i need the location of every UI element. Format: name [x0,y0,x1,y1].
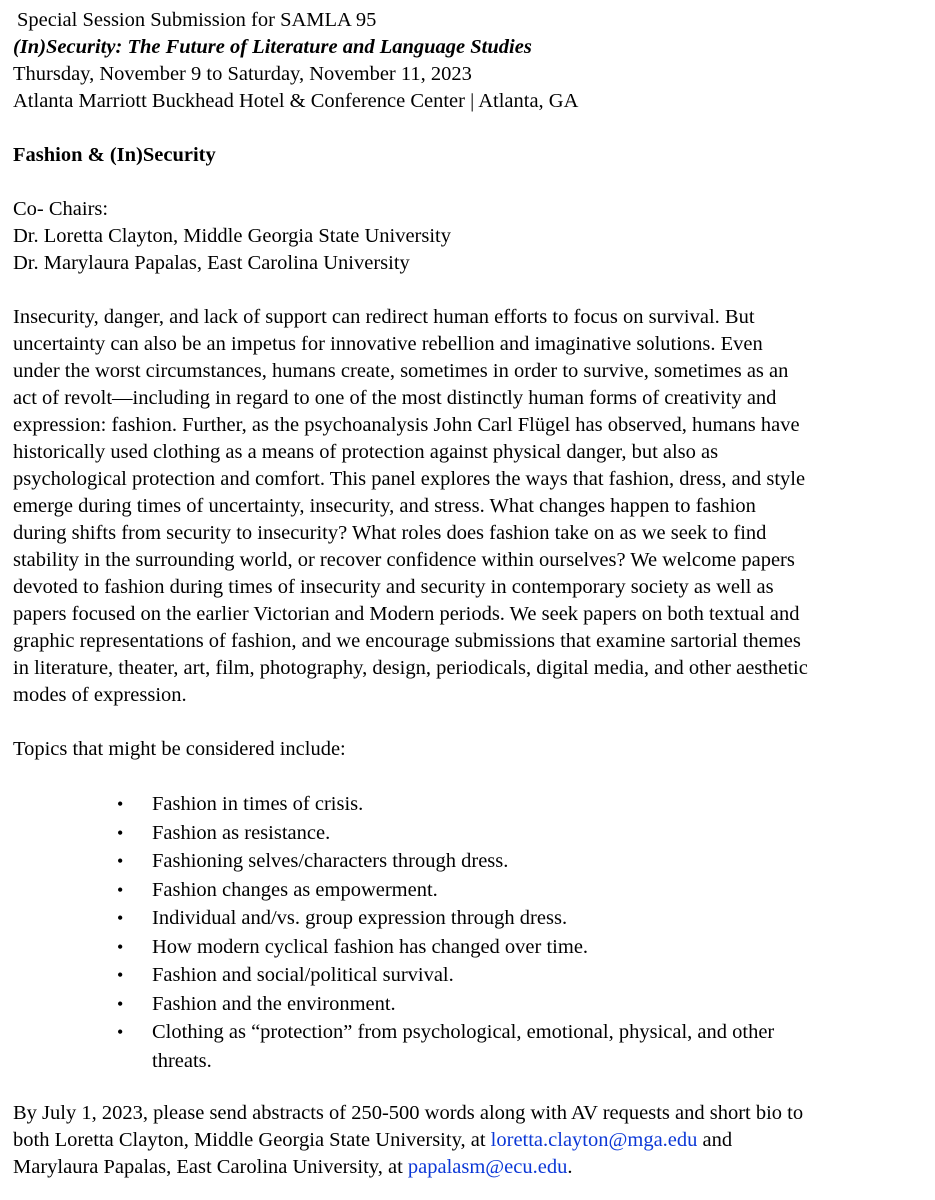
bullet-icon: • [117,908,124,928]
chair-1: Dr. Loretta Clayton, Middle Georgia State University [13,225,452,247]
email-link-papalas[interactable]: papalasm@ecu.edu [407,1156,568,1178]
description-line: act of revolt—including in regard to one of the most distinctly human forms of creativity and [13,387,777,409]
description-line: devoted to fashion during times of insecurity and security in contemporary society as well as [13,576,774,598]
submission-line: Special Session Submission for SAMLA 95 [17,9,377,31]
topic-text: How modern cyclical fashion has changed over time. [152,935,589,958]
list-item [117,790,923,819]
description-line: emerge during times of uncertainty, insecurity, and stress. What changes happen to fashion [13,495,756,517]
list-item [117,961,923,990]
description-line: papers focused on the earlier Victorian and Modern periods. We seek papers on both textual and [13,603,800,625]
topic-text: Fashioning selves/characters through dress. [152,850,509,872]
list-item [117,1018,923,1075]
document-page [13,7,923,1181]
document-header [13,7,923,115]
closing-line-2 [13,1127,923,1154]
topic-text-continuation: threats. [152,1049,212,1072]
list-item [117,876,923,905]
description-line: modes of expression. [13,684,187,706]
description-line: expression: fashion. Further, as the psychoanalysis John Carl Flügel has observed, humans have [13,414,800,436]
closing-text: both Loretta Clayton, Middle Georgia State University, at [13,1129,491,1151]
email-link-clayton[interactable]: loretta.clayton@mga.edu [490,1129,698,1151]
topics-list [117,790,923,1075]
bullet-icon: • [117,794,124,814]
list-item [117,904,923,933]
topic-text: Fashion changes as empowerment. [152,878,438,901]
topic-text: Individual and/vs. group expression through dress. [152,907,568,929]
chair-2: Dr. Marylaura Papalas, East Carolina University [13,252,410,274]
bullet-icon: • [117,936,124,957]
closing-text: Marylaura Papalas, East Carolina University, at [13,1156,408,1178]
bullet-icon: • [117,851,124,871]
topic-text: Fashion in times of crisis. [152,793,364,815]
description-line: psychological protection and comfort. This panel explores the ways that fashion, dress, and style [13,468,806,490]
topic-text: Clothing as “protection” from psychological, emotional, physical, and other [152,1021,775,1043]
session-description [13,304,923,709]
session-title: Fashion & (In)Security [13,144,216,166]
bullet-icon: • [117,1022,124,1042]
topics-intro: Topics that might be considered include: [13,738,346,760]
conference-dates: Thursday, November 9 to Saturday, November 11, 2023 [13,63,472,85]
closing-line-3 [13,1154,923,1181]
description-line: historically used clothing as a means of protection against physical danger, but also as [13,441,719,463]
closing-text: and [697,1129,733,1151]
conference-venue: Atlanta Marriott Buckhead Hotel & Conference Center | Atlanta, GA [13,90,579,112]
description-line: Insecurity, danger, and lack of support can redirect human efforts to focus on survival. But [13,306,755,328]
submission-instructions [13,1100,923,1181]
closing-line-1: By July 1, 2023, please send abstracts of 250-500 words along with AV requests and short bio to [13,1102,804,1124]
topic-text: Fashion and social/political survival. [152,964,454,986]
bullet-icon: • [117,822,124,843]
closing-text: . [567,1156,573,1178]
topic-text: Fashion as resistance. [152,821,331,844]
description-line: uncertainty can also be an impetus for innovative rebellion and imaginative solutions. Even [13,333,763,355]
description-line: during shifts from security to insecurity? What roles does fashion take on as we seek to find [13,522,767,544]
co-chairs [13,196,923,277]
conference-theme: (In)Security: The Future of Literature and Language Studies [13,36,532,58]
bullet-icon: • [117,965,124,985]
list-item [117,933,923,962]
topic-text: Fashion and the environment. [152,992,396,1015]
description-line: stability in the surrounding world, or recover confidence within ourselves? We welcome papers [13,549,795,571]
bullet-icon: • [117,993,124,1014]
list-item [117,819,923,848]
co-chairs-label: Co- Chairs: [13,198,109,220]
description-line: in literature, theater, art, film, photography, design, periodicals, digital media, and other aesthetic [13,657,808,679]
description-line: graphic representations of fashion, and we encourage submissions that examine sartorial themes [13,630,801,652]
bullet-icon: • [117,879,124,900]
list-item [117,990,923,1019]
list-item [117,847,923,876]
description-line: under the worst circumstances, humans create, sometimes in order to survive, sometimes as an [13,360,789,382]
